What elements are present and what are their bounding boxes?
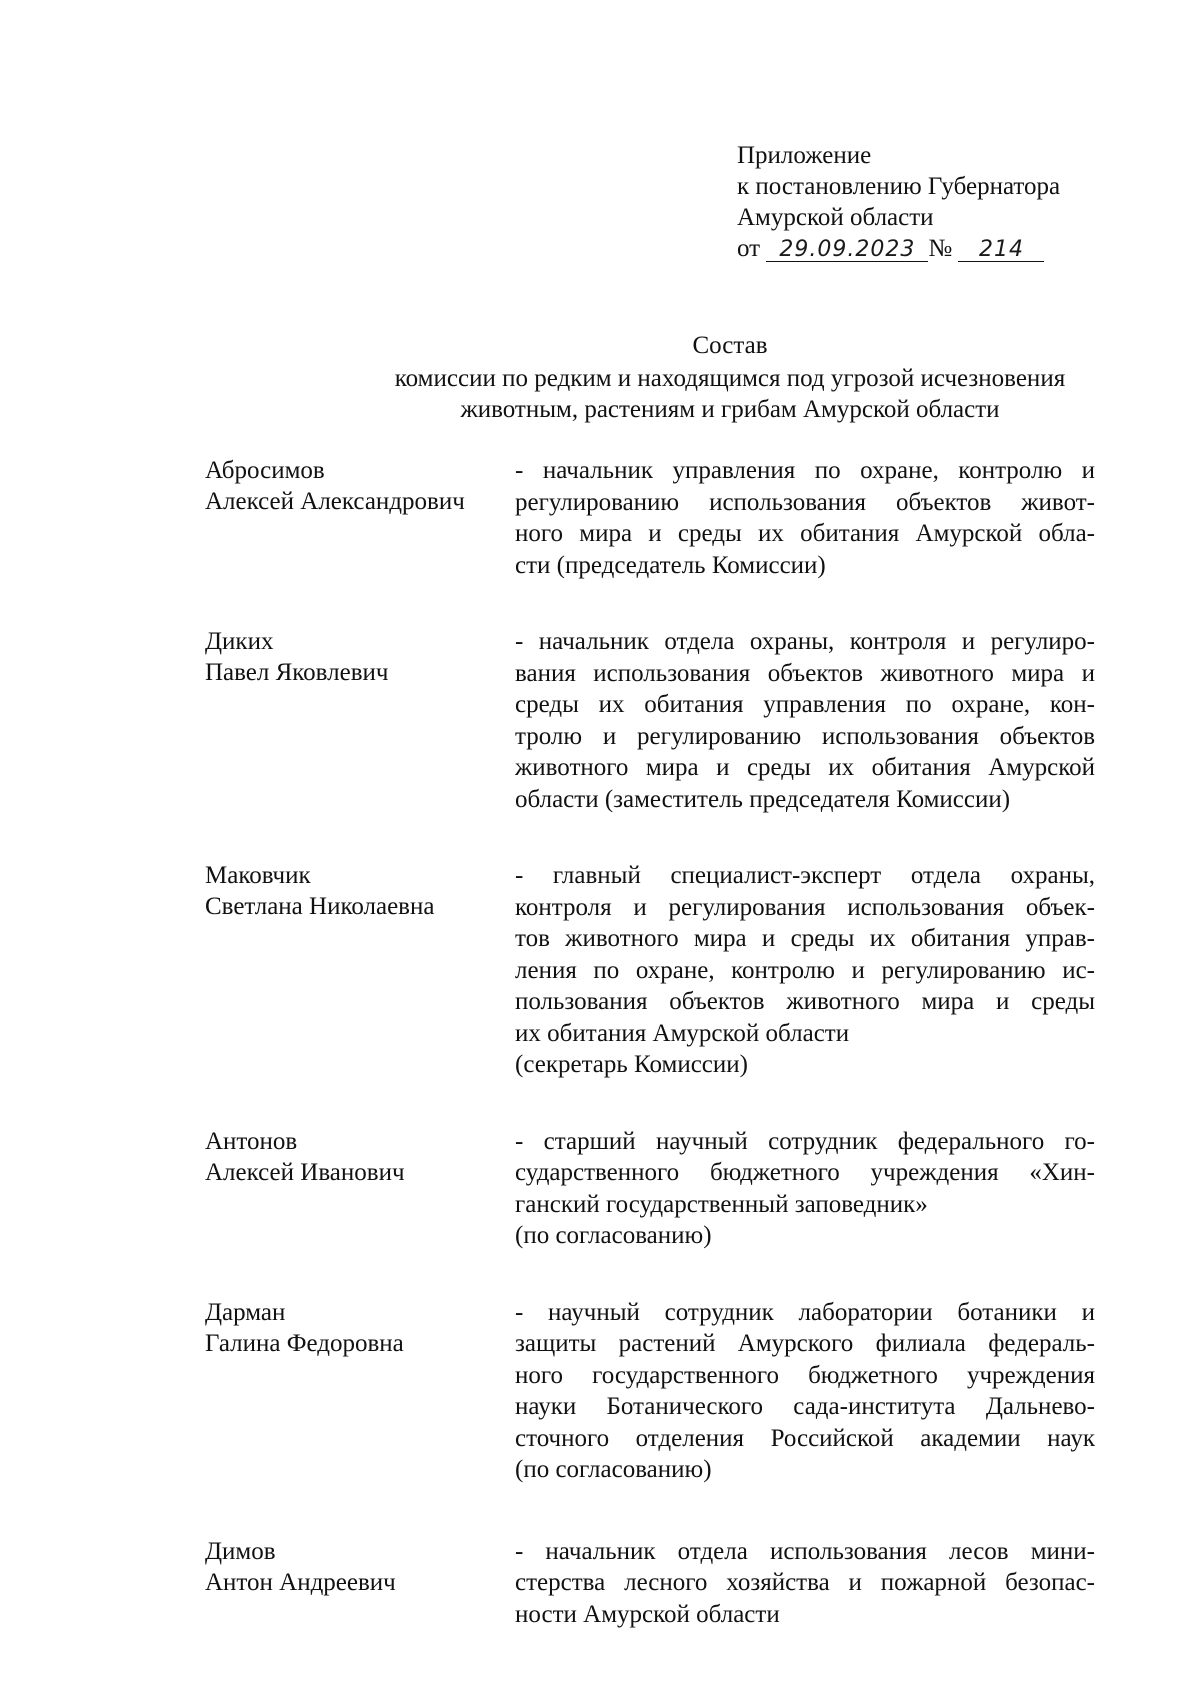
handwritten-number: 214 <box>958 239 1044 262</box>
member-entry <box>205 455 1105 581</box>
handwritten-date: 29.09.2023 <box>766 239 928 262</box>
appendix-region-line: Амурской области <box>737 204 934 231</box>
member-entry <box>205 1126 1105 1252</box>
position-line: тролю и регулированию использования объектов <box>515 722 1095 750</box>
member-given-name: Галина Федоровна <box>205 1329 404 1357</box>
member-surname: Диких <box>205 628 274 655</box>
member-given-name: Антон Андреевич <box>205 1568 396 1596</box>
member-given-name: Павел Яковлевич <box>205 659 389 686</box>
position-line: (секретарь Комиссии) <box>515 1051 748 1078</box>
position-line: стерства лесного хозяйства и пожарной безопас- <box>515 1569 1095 1596</box>
member-position <box>515 1126 1095 1252</box>
member-entry <box>205 860 1105 1081</box>
position-line: - начальник управления по охране, контролю и <box>515 457 1095 484</box>
position-line: контроля и регулирования использования объек- <box>515 893 1095 921</box>
position-line: сточного отделения Российской академии наук <box>515 1424 1095 1452</box>
position-line: среды их обитания управления по охране, кон- <box>515 691 1095 718</box>
member-name <box>205 860 515 922</box>
member-name <box>205 1536 515 1598</box>
position-line: - начальник отдела охраны, контроля и регулиро- <box>515 628 1095 655</box>
position-line: - начальник отдела использования лесов мини- <box>515 1537 1095 1565</box>
position-line: (по согласованию) <box>515 1222 712 1249</box>
position-line: защиты растений Амурского филиала федераль- <box>515 1330 1095 1357</box>
position-line: регулированию использования объектов живот- <box>515 488 1095 516</box>
title-line-subject: животным, растениям и грибам Амурской области <box>460 396 1000 423</box>
position-line: их обитания Амурской области <box>515 1019 850 1047</box>
member-name <box>205 1126 515 1188</box>
position-line: науки Ботанического сада-института Дальнево- <box>515 1393 1095 1420</box>
position-line: тов животного мира и среды их обитания управ- <box>515 925 1095 952</box>
member-surname: Абросимов <box>205 457 325 484</box>
position-line: ности Амурской области <box>515 1600 780 1628</box>
member-given-name: Алексей Иванович <box>205 1158 405 1186</box>
member-position <box>515 860 1095 1081</box>
position-line: области (заместитель председателя Комиссии) <box>515 785 1011 813</box>
member-name <box>205 455 515 517</box>
member-position <box>515 1536 1095 1631</box>
member-name <box>205 626 515 688</box>
member-given-name: Светлана Николаевна <box>205 893 435 920</box>
member-position <box>515 455 1095 581</box>
member-given-name: Алексей Александрович <box>205 488 465 515</box>
members-list <box>205 455 1105 1630</box>
member-entry <box>205 1536 1105 1631</box>
position-line: ления по охране, контролю и регулированию ис- <box>515 956 1095 984</box>
position-line: - главный специалист-эксперт отдела охраны, <box>515 862 1095 889</box>
position-line: пользования объектов животного мира и среды <box>515 988 1095 1015</box>
position-line: сти (председатель Комиссии) <box>515 551 826 579</box>
member-surname: Димов <box>205 1537 276 1565</box>
title-word: Состав <box>692 332 768 359</box>
position-line: животного мира и среды их обитания Амурской <box>515 754 1095 781</box>
position-line: ганский государственный заповедник» <box>515 1190 928 1218</box>
member-surname: Маковчик <box>205 862 311 889</box>
member-position <box>515 626 1095 815</box>
title-line-commission: комиссии по редким и находящимся под угрозой исчезновения <box>394 365 1066 392</box>
appendix-header <box>737 140 1060 264</box>
appendix-label: Приложение <box>737 142 872 169</box>
member-entry <box>205 1297 1105 1486</box>
date-prefix: от <box>737 235 761 262</box>
appendix-decree-line: к постановлению Губернатора <box>737 173 1061 200</box>
member-entry <box>205 626 1105 815</box>
number-prefix: № <box>928 235 953 262</box>
member-surname: Антонов <box>205 1127 298 1155</box>
position-line: - научный сотрудник лаборатории ботаники и <box>515 1298 1095 1326</box>
position-line: ного государственного бюджетного учреждения <box>515 1361 1095 1389</box>
position-line: - старший научный сотрудник федерального го- <box>515 1127 1095 1155</box>
position-line: (по согласованию) <box>515 1456 712 1483</box>
position-line: сударственного бюджетного учреждения «Хин- <box>515 1159 1095 1186</box>
member-position <box>515 1297 1095 1486</box>
document-title <box>260 330 1200 425</box>
appendix-date-number-line <box>737 233 1060 264</box>
member-surname: Дарман <box>205 1298 286 1326</box>
position-line: вания использования объектов животного мира и <box>515 659 1095 687</box>
member-name <box>205 1297 515 1359</box>
position-line: ного мира и среды их обитания Амурской обла- <box>515 520 1095 547</box>
